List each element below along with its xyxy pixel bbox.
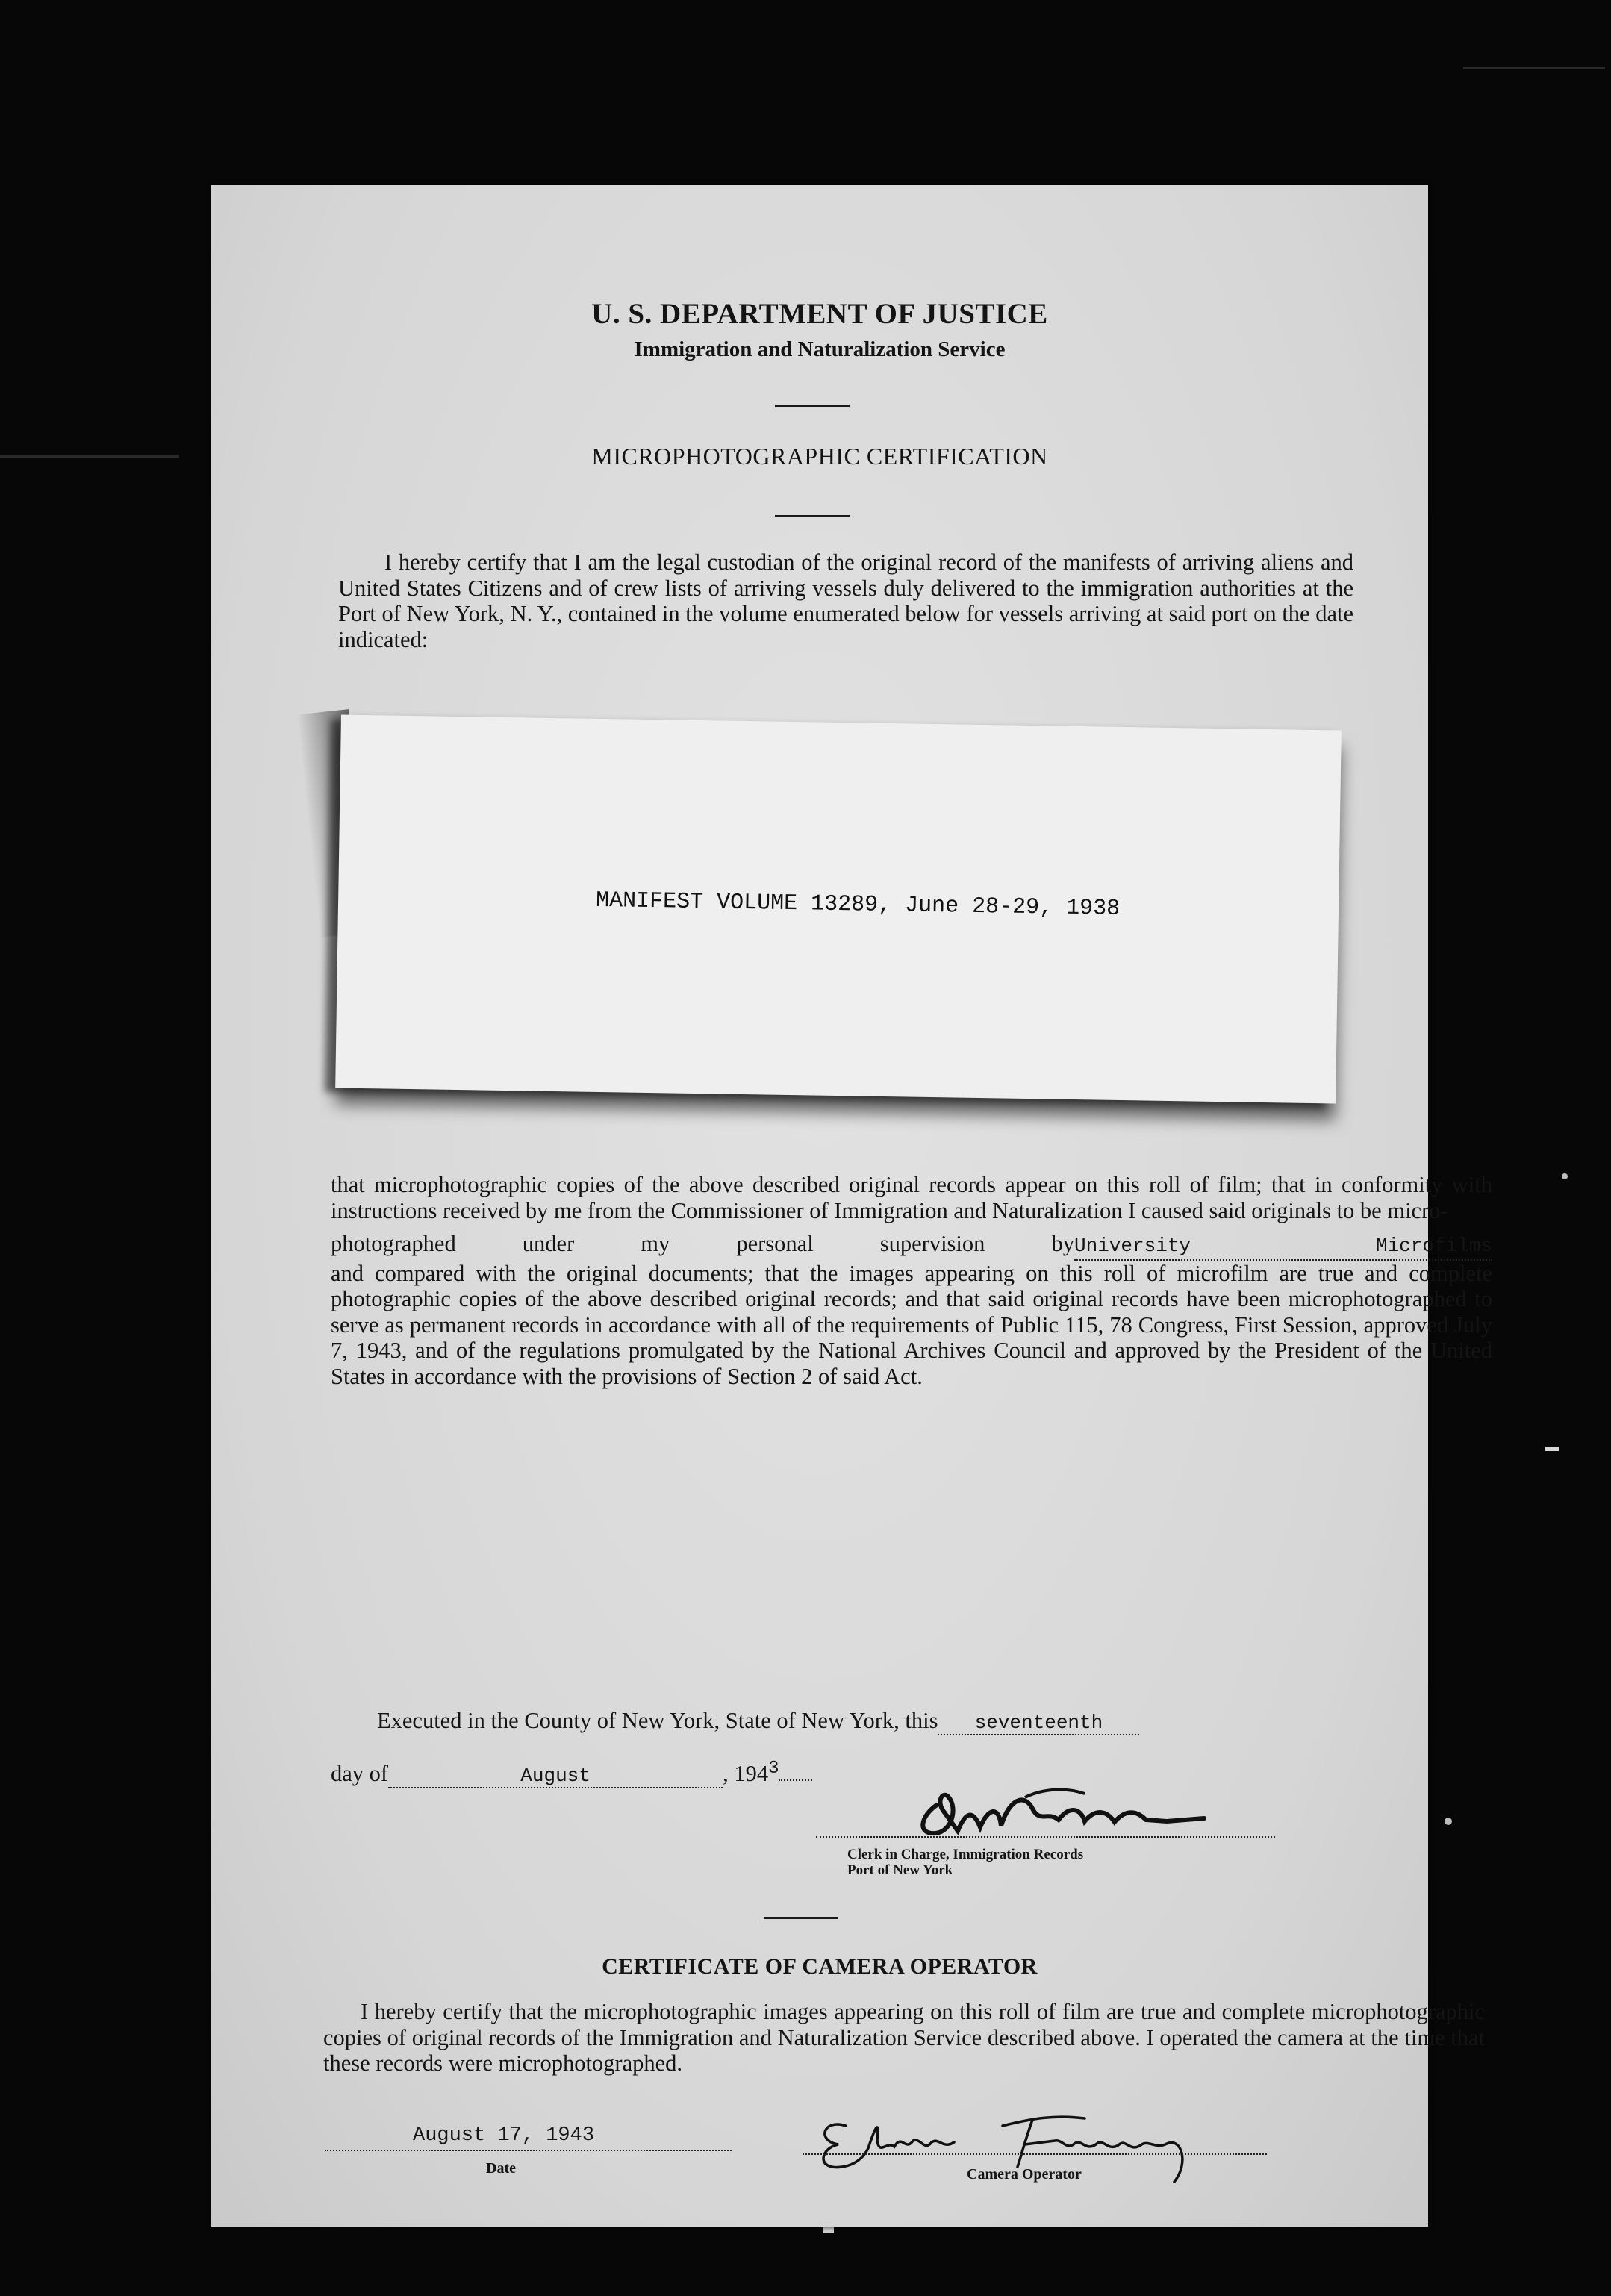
year-digit: 3 bbox=[768, 1759, 779, 1779]
supervision-prefix: photographed under my personal supervision by bbox=[331, 1231, 1074, 1256]
executed-prefix: Executed in the County of New York, State of New York, this bbox=[377, 1708, 938, 1733]
operator-date-value: August 17, 1943 bbox=[413, 2124, 595, 2147]
executed-line bbox=[331, 1708, 1492, 1735]
year-dots bbox=[779, 1779, 812, 1781]
month-field bbox=[388, 1761, 723, 1788]
certificate-document bbox=[211, 185, 1492, 2227]
divider-rule bbox=[764, 1917, 838, 1919]
supervisor-field bbox=[1074, 1231, 1492, 1261]
date-label: Date bbox=[486, 2160, 516, 2177]
clerk-signature-line bbox=[816, 1836, 1275, 1838]
department-heading: U. S. DEPARTMENT OF JUSTICE bbox=[591, 298, 1048, 330]
certification-title: MICROPHOTOGRAPHIC CERTIFICATION bbox=[591, 443, 1048, 470]
operator-certificate-text: I hereby certify that the microphotographic images appearing on this roll of film are true and complete microphotographic copies of original records of the Immigration and Naturalization Service described above. I operated the camera at the time that these records were microphotographed. bbox=[323, 1999, 1485, 2076]
clerk-title-line-1: Clerk in Charge, Immigration Records bbox=[847, 1847, 1084, 1862]
supervisor-value: University Microfilms bbox=[1074, 1235, 1492, 1257]
month-value: August bbox=[520, 1765, 591, 1788]
clerk-title bbox=[847, 1847, 1083, 1878]
manifest-slip bbox=[335, 715, 1342, 1104]
service-subheading: Immigration and Naturalization Service bbox=[634, 337, 1006, 361]
year-prefix: , 194 bbox=[723, 1761, 769, 1787]
operator-certificate-title: CERTIFICATE OF CAMERA OPERATOR bbox=[602, 1954, 1038, 1979]
clerk-title-line-2: Port of New York bbox=[847, 1862, 953, 1878]
manifest-volume-text: MANIFEST VOLUME 13289, June 28-29, 1938 bbox=[595, 887, 1121, 922]
supervision-line bbox=[331, 1231, 1492, 1261]
certification-body bbox=[331, 1172, 1492, 1389]
date-signature-line bbox=[325, 2150, 732, 2151]
camera-operator-signature-line bbox=[803, 2153, 1267, 2155]
divider-rule bbox=[775, 515, 850, 517]
day-of-line bbox=[331, 1759, 812, 1788]
day-of-prefix: day of bbox=[331, 1761, 389, 1787]
certification-intro: I hereby certify that I am the legal custodian of the original record of the manifests of arriving aliens and United States Citizens and of crew lists of arriving vessels duly delivered to the immigration authorities at the Port of New York, N. Y., contained in the volume enumerated below for vessels arriving at said port on the date indicated: bbox=[338, 549, 1353, 652]
body-paragraph-3: and compared with the original documents; that the images appearing on this roll of microfilm are true and complete photographic copies of the above described original records; and that said original records have been microphotographed to serve as permanent records in accordance with all of the requirements of Public 115, 78 Congress, First Session, approved July 7, 1943, and of the regulations promulgated by the National Archives Council and approved by the President of the United States in accordance with the provisions of Section 2 of said Act. bbox=[331, 1260, 1492, 1389]
camera-operator-label: Camera Operator bbox=[967, 2166, 1082, 2183]
executed-day-field bbox=[938, 1708, 1139, 1735]
divider-rule bbox=[775, 405, 850, 407]
body-paragraph-1: that microphotographic copies of the above described original records appear on this roll of film; that in conformity with instructions received by me from the Commissioner of Immigration and Naturalization I caused said originals to be micro- bbox=[331, 1172, 1492, 1223]
executed-day-value: seventeenth bbox=[974, 1712, 1103, 1734]
clerk-signature bbox=[913, 1775, 1212, 1842]
